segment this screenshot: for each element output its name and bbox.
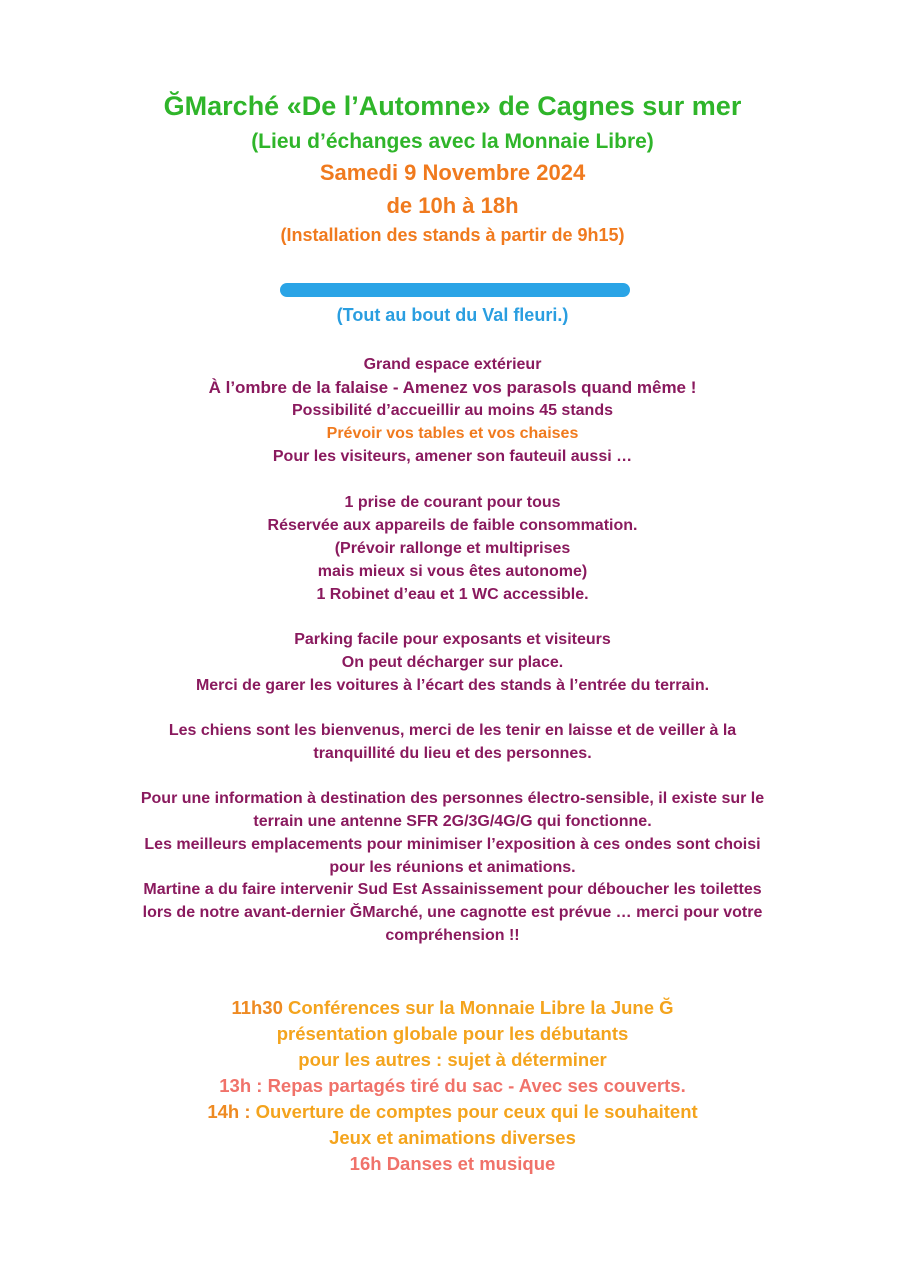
power-line: Réservée aux appareils de faible consommation. bbox=[267, 517, 638, 534]
program-line: présentation globale pour les débutants bbox=[276, 1023, 629, 1044]
event-hours: de 10h à 18h bbox=[386, 193, 519, 218]
program-line: 16h Danses et musique bbox=[349, 1153, 556, 1174]
info-line: pour les réunions et animations. bbox=[329, 859, 576, 876]
program-time: 11h30 bbox=[231, 997, 283, 1018]
power-line: 1 Robinet d’eau et 1 WC accessible. bbox=[316, 586, 589, 603]
power-line: (Prévoir rallonge et multiprises bbox=[334, 540, 571, 557]
info-line: Martine a du faire intervenir Sud Est Assainissement pour déboucher les toilettes bbox=[143, 881, 762, 898]
space-line: Prévoir vos tables et vos chaises bbox=[326, 425, 579, 442]
dogs-line: tranquillité du lieu et des personnes. bbox=[313, 745, 592, 762]
info-line: lors de notre avant-dernier ĞMarché, une cagnotte est prévue … merci pour votre bbox=[142, 904, 763, 921]
dogs-line: Les chiens sont les bienvenus, merci de les tenir en laisse et de veiller à la bbox=[168, 722, 737, 739]
space-line: Pour les visiteurs, amener son fauteuil aussi … bbox=[272, 448, 633, 465]
power-line: mais mieux si vous êtes autonome) bbox=[317, 563, 588, 580]
flyer-subtitle: (Lieu d’échanges avec la Monnaie Libre) bbox=[251, 130, 654, 153]
program-line: Jeux et animations diverses bbox=[329, 1127, 576, 1148]
info-line: Les meilleurs emplacements pour minimiser l’exposition à ces ondes sont choisi bbox=[144, 836, 761, 853]
setup-time: (Installation des stands à partir de 9h15) bbox=[280, 225, 625, 245]
parking-line: On peut décharger sur place. bbox=[341, 654, 564, 671]
parking-line: Parking facile pour exposants et visiteurs bbox=[294, 631, 611, 648]
info-line: terrain une antenne SFR 2G/3G/4G/G qui fonctionne. bbox=[253, 813, 652, 830]
event-date: Samedi 9 Novembre 2024 bbox=[319, 160, 586, 185]
space-line: À l’ombre de la falaise - Amenez vos parasols quand même ! bbox=[208, 378, 697, 397]
location-note: (Tout au bout du Val fleuri.) bbox=[336, 305, 569, 325]
space-line: Possibilité d’accueillir au moins 45 stands bbox=[292, 402, 613, 419]
flyer-title: ĞMarché «De l’Automne» de Cagnes sur mer bbox=[163, 91, 742, 121]
program-line bbox=[0, 1103, 905, 1122]
program-time: 14h : bbox=[207, 1101, 256, 1122]
power-line: 1 prise de courant pour tous bbox=[344, 494, 561, 511]
space-line: Grand espace extérieur bbox=[363, 356, 542, 373]
program-text: Conférences sur la Monnaie Libre la June Ğ bbox=[282, 997, 674, 1018]
redacted-address bbox=[280, 283, 630, 297]
program-line: pour les autres : sujet à déterminer bbox=[298, 1049, 607, 1070]
program-line: 13h : Repas partagés tiré du sac - Avec ses couverts. bbox=[219, 1075, 686, 1096]
program-line bbox=[0, 999, 905, 1018]
parking-line: Merci de garer les voitures à l’écart des stands à l’entrée du terrain. bbox=[195, 677, 710, 694]
program-text: Ouverture de comptes pour ceux qui le souhaitent bbox=[255, 1101, 698, 1122]
info-line: compréhension !! bbox=[385, 927, 520, 944]
info-line: Pour une information à destination des personnes électro-sensible, il existe sur le bbox=[140, 790, 765, 807]
